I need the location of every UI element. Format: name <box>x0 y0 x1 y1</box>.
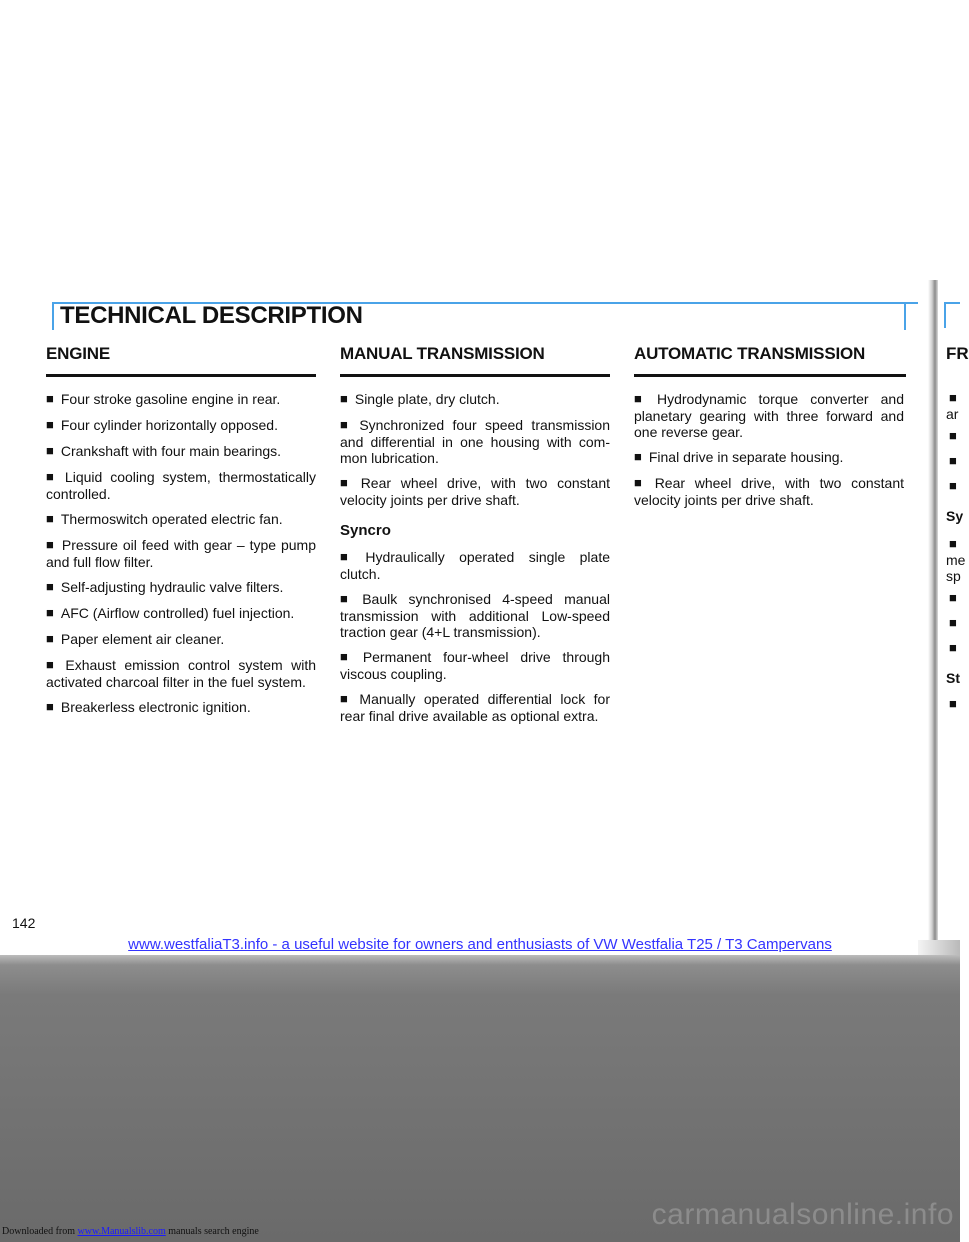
text-fragment: St <box>946 670 960 686</box>
bullet-icon: ■ <box>949 478 957 493</box>
bullet-icon: ■ <box>949 536 957 551</box>
watermark: carmanualsonline.info <box>651 1198 954 1231</box>
list-item: ■ Rear wheel drive, with two constant velocity joints per drive shaft. <box>340 475 610 508</box>
list-item: ■ Single plate, dry clutch. <box>340 391 610 408</box>
list-item: ■ Manually operated differential lock for rear final drive available as optional extra. <box>340 691 610 724</box>
footer-website-link[interactable]: www.westfaliaT3.info - a useful website for owners and enthusiasts of VW Westfalia T25 / T3 Campervans <box>128 936 832 953</box>
page-number: 142 <box>12 915 36 931</box>
list-item: ■ Thermoswitch operated electric fan. <box>46 511 316 528</box>
syncro-list <box>340 549 610 724</box>
bullet-icon: ■ <box>949 696 957 711</box>
list-item: ■ Four cylinder horizontally opposed. <box>46 417 316 434</box>
syncro-heading: Syncro <box>340 522 391 539</box>
manual-transmission-list <box>340 391 610 508</box>
bullet-icon: ■ <box>949 390 957 405</box>
download-suffix: manuals search engine <box>165 1226 259 1237</box>
automatic-transmission-heading: AUTOMATIC TRANSMISSION <box>634 340 906 377</box>
list-item: ■ Paper element air cleaner. <box>46 631 316 648</box>
automatic-transmission-list <box>634 391 904 508</box>
manualslib-link[interactable]: www.Manualslib.com <box>77 1226 166 1237</box>
automatic-transmission-section <box>634 340 904 517</box>
engine-section <box>46 340 316 725</box>
next-page-header-box <box>944 302 960 328</box>
engine-heading: ENGINE <box>46 340 316 377</box>
list-item: ■ Synchronized four speed transmission and differential in one housing with com-mon lubrication. <box>340 417 610 466</box>
text-fragment: sp <box>946 568 961 584</box>
text-fragment: me <box>946 552 966 568</box>
text-fragment: ar <box>946 406 959 422</box>
list-item: ■ Hydrodynamic torque converter and planetary gearing with three forward and one reverse gear. <box>634 391 904 440</box>
bullet-icon: ■ <box>949 640 957 655</box>
download-prefix: Downloaded from <box>2 1226 78 1237</box>
list-item: ■ Rear wheel drive, with two constant velocity joints per drive shaft. <box>634 475 904 508</box>
list-item: ■ Liquid cooling system, thermostatically controlled. <box>46 469 316 502</box>
list-item: ■ Pressure oil feed with gear – type pump and full flow filter. <box>46 537 316 570</box>
list-item: ■ Crankshaft with four main bearings. <box>46 443 316 460</box>
header-rule-left <box>52 302 54 330</box>
list-item: ■ Self-adjusting hydraulic valve filters. <box>46 579 316 596</box>
bullet-icon: ■ <box>949 615 957 630</box>
download-notice <box>2 1226 259 1237</box>
bullet-icon: ■ <box>949 453 957 468</box>
manual-transmission-heading: MANUAL TRANSMISSION <box>340 340 610 377</box>
list-item: ■ Breakerless electronic ignition. <box>46 699 316 716</box>
list-item: ■ Final drive in separate housing. <box>634 449 904 466</box>
book-spine <box>928 280 938 970</box>
list-item: ■ Four stroke gasoline engine in rear. <box>46 391 316 408</box>
page-title: TECHNICAL DESCRIPTION <box>60 302 363 329</box>
list-item: ■ Baulk synchronised 4-speed manual transmission with additional Low-speed traction gear (4+L transmission). <box>340 591 610 640</box>
list-item: ■ AFC (Airflow controlled) fuel injection. <box>46 605 316 622</box>
text-fragment: Sy <box>946 508 964 524</box>
list-item: ■ Hydraulically operated single plate clutch. <box>340 549 610 582</box>
bullet-icon: ■ <box>949 428 957 443</box>
header-rule-right <box>904 302 906 330</box>
engine-list <box>46 391 316 716</box>
bullet-icon: ■ <box>949 590 957 605</box>
list-item: ■ Permanent four-wheel drive through viscous coupling. <box>340 649 610 682</box>
next-page-heading: FR <box>946 344 969 363</box>
next-page-column <box>946 340 969 720</box>
manual-transmission-section <box>340 340 610 733</box>
list-item: ■ Exhaust emission control system with activated charcoal filter in the fuel system. <box>46 657 316 690</box>
